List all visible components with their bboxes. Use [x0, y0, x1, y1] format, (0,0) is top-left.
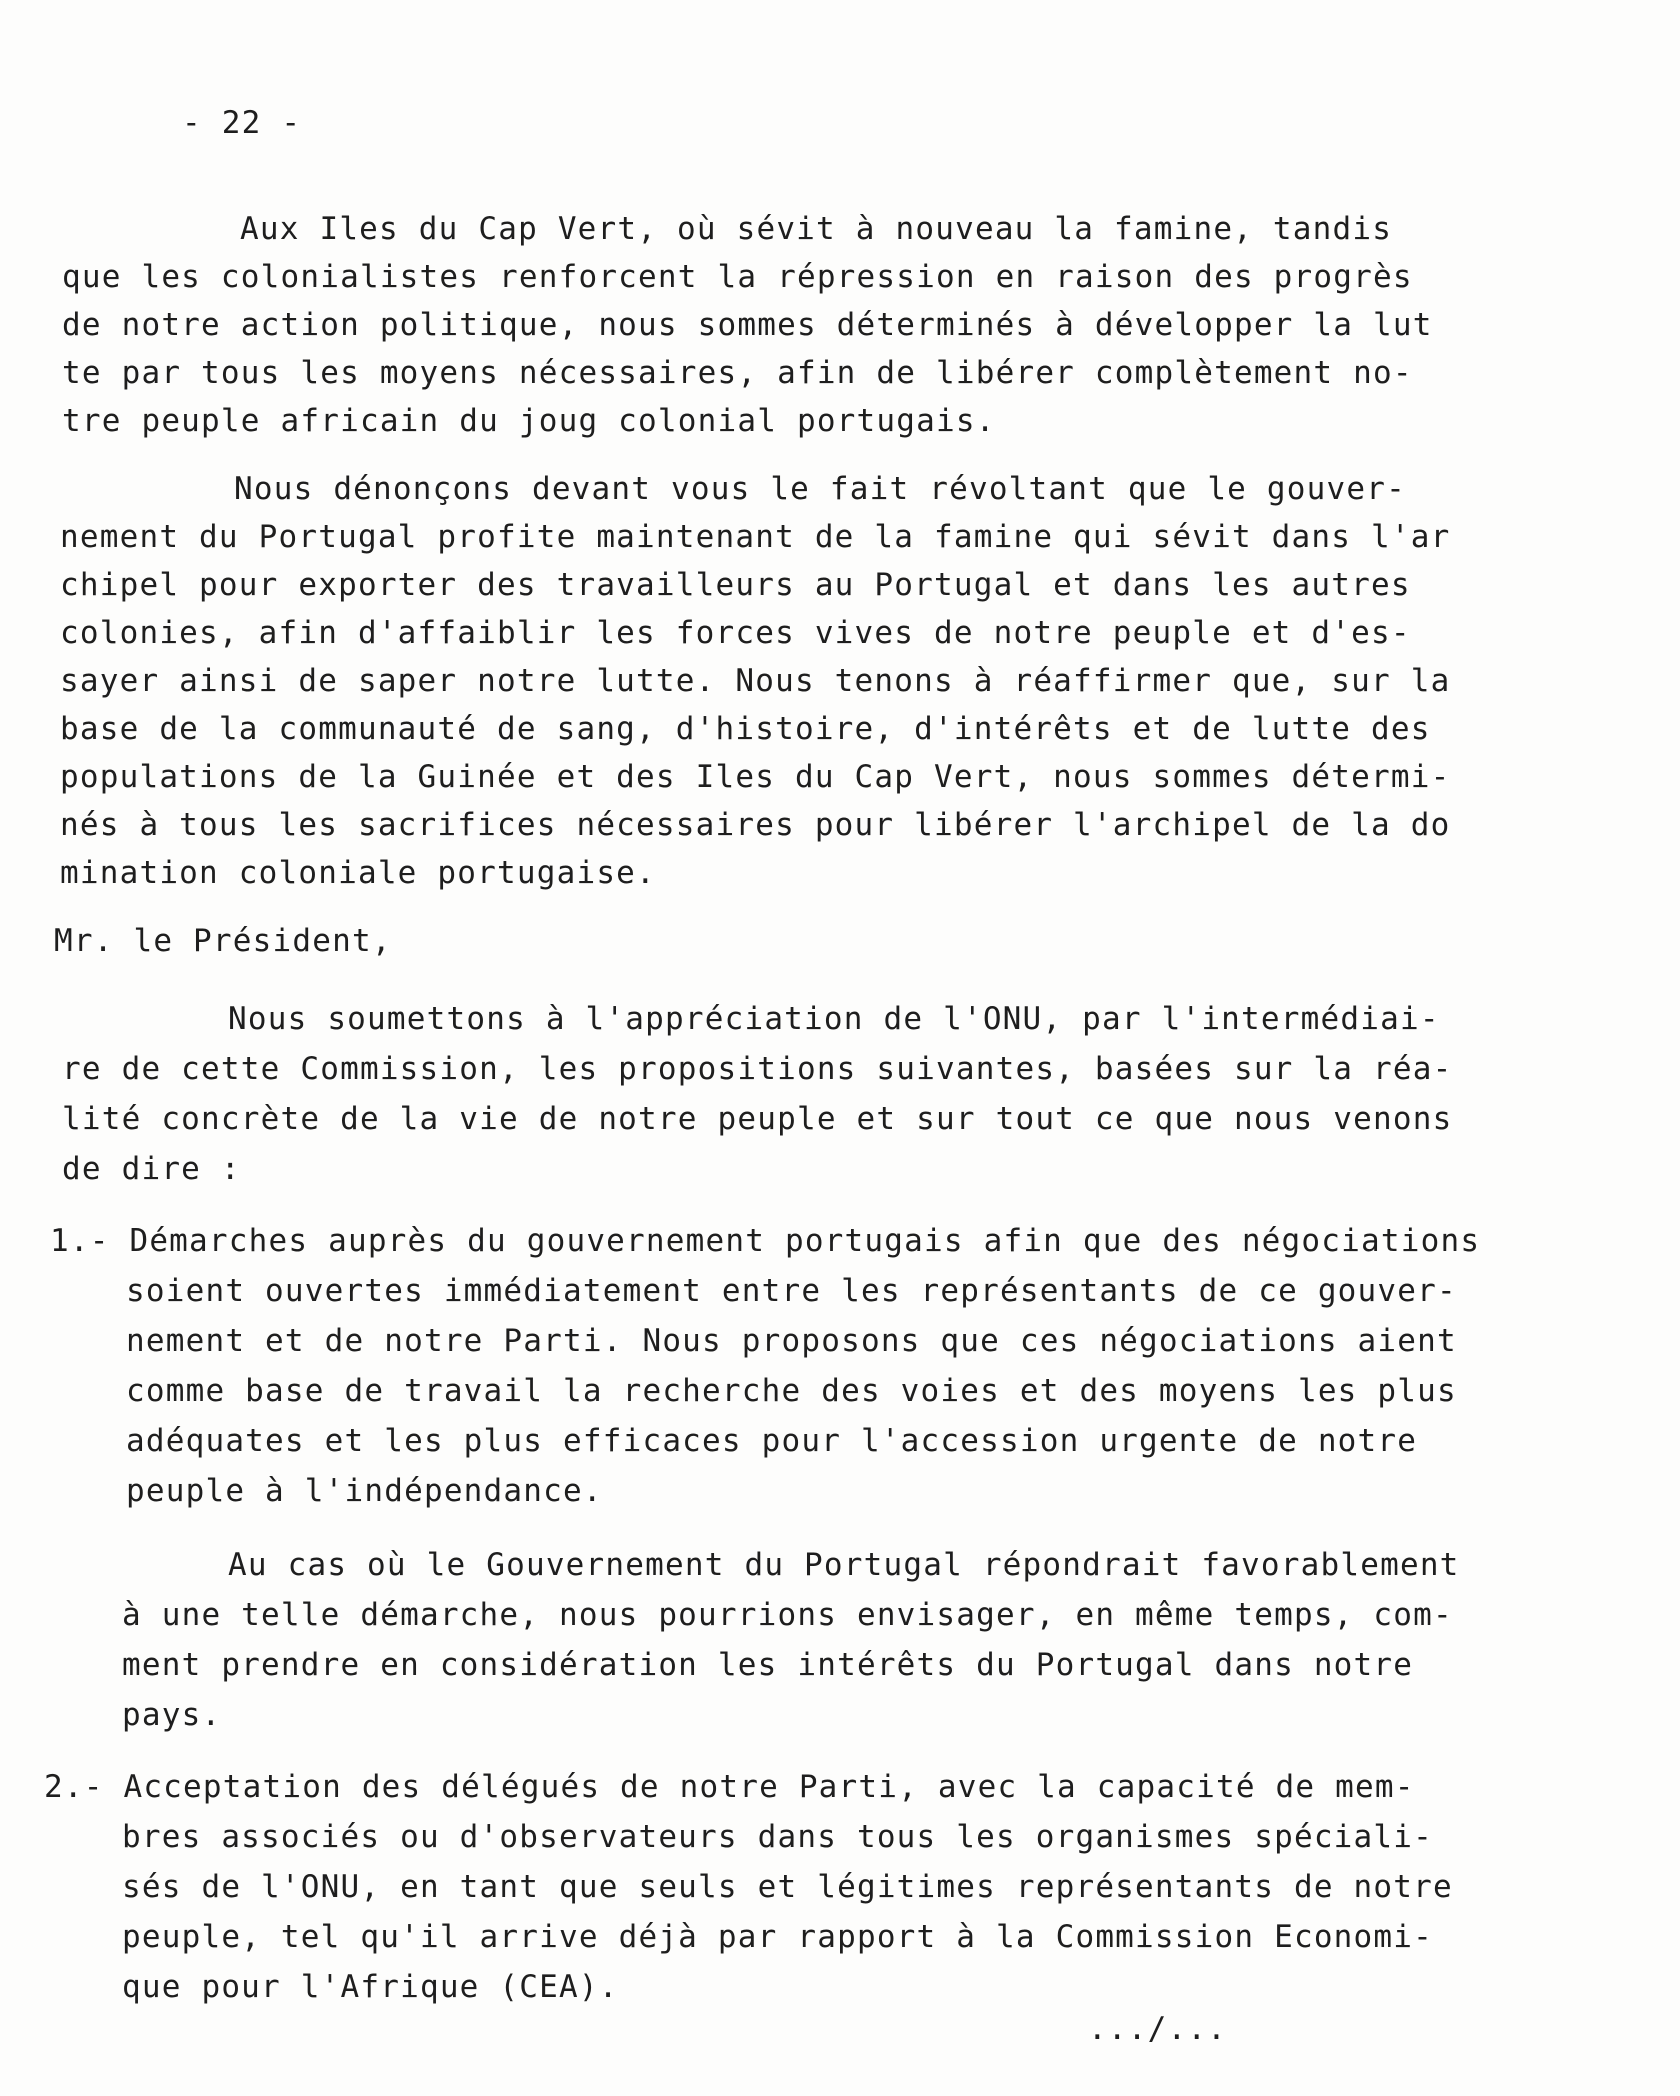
text-line: Aux Iles du Cap Vert, où sévit à nouveau la famine, tandis — [240, 211, 1393, 247]
list-item-line: adéquates et les plus efficaces pour l'accession urgente de notre — [126, 1423, 1418, 1459]
text-line: mination coloniale portugaise. — [60, 855, 656, 891]
text-line: sayer ainsi de saper notre lutte. Nous tenons à réaffirmer que, sur la — [60, 663, 1451, 699]
page-number: - 22 - — [182, 105, 302, 141]
salutation: Mr. le Président, — [54, 923, 392, 959]
text-line: colonies, afin d'affaiblir les forces vives de notre peuple et d'es- — [60, 615, 1411, 651]
text-line: re de cette Commission, les propositions suivantes, basées sur la réa- — [62, 1051, 1453, 1087]
text-line: que les colonialistes renforcent la répression en raison des progrès — [62, 259, 1413, 295]
text-line: lité concrète de la vie de notre peuple et sur tout ce que nous venons — [62, 1101, 1453, 1137]
list-item-line: comme base de travail la recherche des voies et des moyens les plus — [126, 1373, 1457, 1409]
text-line: Nous soumettons à l'appréciation de l'ONU, par l'intermédiai- — [228, 1001, 1440, 1037]
list-item-line: nement et de notre Parti. Nous proposons que ces négociations aient — [126, 1323, 1457, 1359]
text-line: te par tous les moyens nécessaires, afin de libérer complètement no- — [62, 355, 1413, 391]
text-line: nés à tous les sacrifices nécessaires pour libérer l'archipel de la do — [60, 807, 1451, 843]
text-line: ment prendre en considération les intérêts du Portugal dans notre — [122, 1647, 1414, 1683]
text-line: de notre action politique, nous sommes déterminés à développer la lut — [62, 307, 1433, 343]
text-line: populations de la Guinée et des Iles du Cap Vert, nous sommes détermi- — [60, 759, 1451, 795]
list-item-line: 2.- Acceptation des délégués de notre Parti, avec la capacité de mem- — [44, 1769, 1415, 1805]
text-line: pays. — [122, 1697, 222, 1733]
list-item-line: soient ouvertes immédiatement entre les représentants de ce gouver- — [126, 1273, 1457, 1309]
text-line: base de la communauté de sang, d'histoire, d'intérêts et de lutte des — [60, 711, 1431, 747]
text-line: de dire : — [62, 1151, 241, 1187]
list-item-line: sés de l'ONU, en tant que seuls et légitimes représentants de notre — [122, 1869, 1453, 1905]
list-item-line: peuple à l'indépendance. — [126, 1473, 603, 1509]
list-item-line: bres associés ou d'observateurs dans tous les organismes spéciali- — [122, 1819, 1433, 1855]
list-item-line: 1.- Démarches auprès du gouvernement portugais afin que des négociations — [50, 1223, 1481, 1259]
text-line: Nous dénonçons devant vous le fait révoltant que le gouver- — [234, 471, 1406, 507]
text-line: Au cas où le Gouvernement du Portugal répondrait favorablement — [228, 1547, 1460, 1583]
text-line: à une telle démarche, nous pourrions envisager, en même temps, com- — [122, 1597, 1453, 1633]
text-line: nement du Portugal profite maintenant de la famine qui sévit dans l'ar — [60, 519, 1451, 555]
list-item-line: que pour l'Afrique (CEA). — [122, 1969, 619, 2005]
text-line: chipel pour exporter des travailleurs au Portugal et dans les autres — [60, 567, 1411, 603]
list-item-line: peuple, tel qu'il arrive déjà par rapport à la Commission Economi- — [122, 1919, 1433, 1955]
continuation-marker: .../... — [1088, 2011, 1228, 2047]
text-line: tre peuple africain du joug colonial portugais. — [62, 403, 996, 439]
